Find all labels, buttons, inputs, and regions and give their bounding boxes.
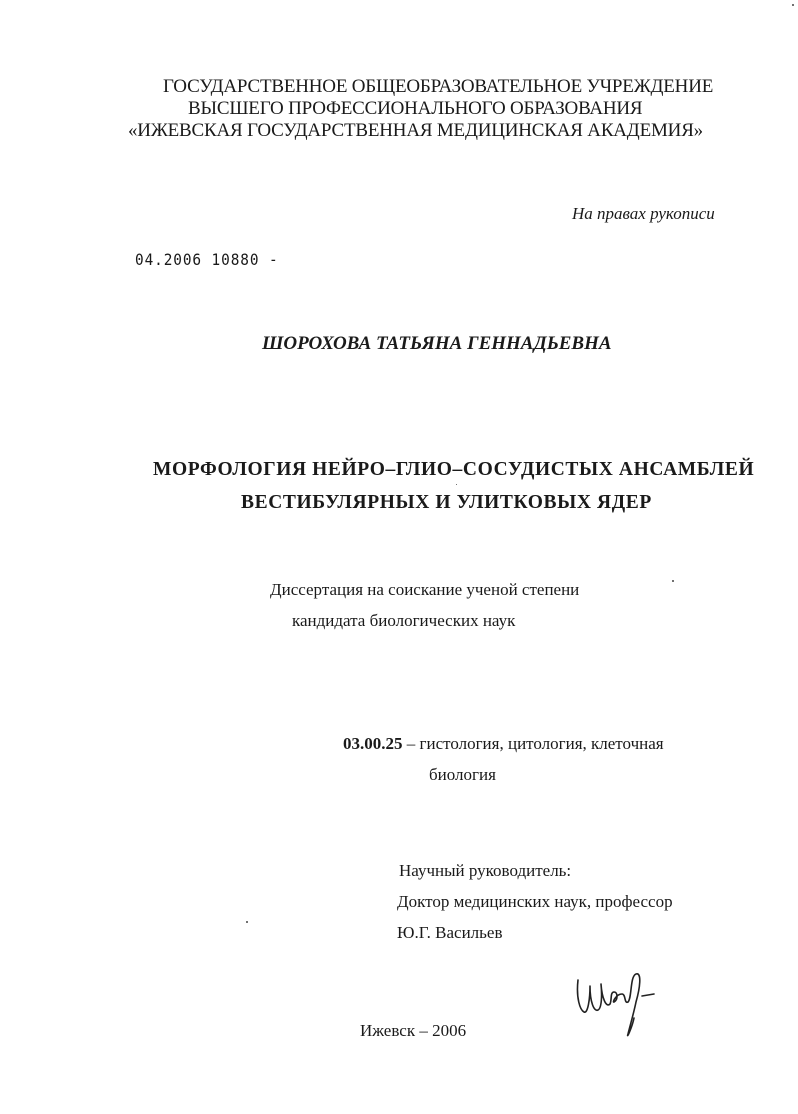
degree-line-2: кандидата биологических наук [292, 611, 516, 630]
manuscript-rights-note: На правах рукописи [572, 204, 715, 223]
registration-number: 04.2006 10880 - [135, 250, 279, 269]
supervisor-label: Научный руководитель: [399, 861, 572, 880]
scan-speck [246, 921, 248, 923]
degree-line-1: Диссертация на соискание ученой степени [270, 580, 580, 599]
institution-line-1: ГОСУДАРСТВЕННОЕ ОБЩЕОБРАЗОВАТЕЛЬНОЕ УЧРЕЖДЕНИЕ [163, 76, 714, 97]
city-and-year: Ижевск – 2006 [360, 1021, 467, 1040]
supervisor-degree: Доктор медицинских наук, профессор [397, 892, 673, 911]
title-line-1: МОРФОЛОГИЯ НЕЙРО–ГЛИО–СОСУДИСТЫХ АНСАМБЛЕЙ [153, 459, 755, 480]
title-line-2: ВЕСТИБУЛЯРНЫХ И УЛИТКОВЫХ ЯДЕР [241, 492, 652, 513]
specialty-code: 03.00.25 [343, 734, 403, 753]
specialty-line-2: биология [429, 765, 496, 784]
supervisor-name: Ю.Г. Васильев [397, 923, 503, 942]
specialty-line-1 [343, 734, 664, 754]
specialty-name-part-1: – гистология, цитология, клеточная [402, 734, 664, 753]
scan-speck [456, 484, 457, 485]
scan-speck [792, 4, 794, 6]
author-name: ШОРОХОВА ТАТЬЯНА ГЕННАДЬЕВНА [262, 333, 612, 354]
scan-speck [672, 580, 674, 582]
institution-line-2: ВЫСШЕГО ПРОФЕССИОНАЛЬНОГО ОБРАЗОВАНИЯ [188, 98, 643, 119]
handwritten-signature [568, 968, 678, 1038]
institution-line-3: «ИЖЕВСКАЯ ГОСУДАРСТВЕННАЯ МЕДИЦИНСКАЯ АКАДЕМИЯ» [128, 120, 703, 141]
